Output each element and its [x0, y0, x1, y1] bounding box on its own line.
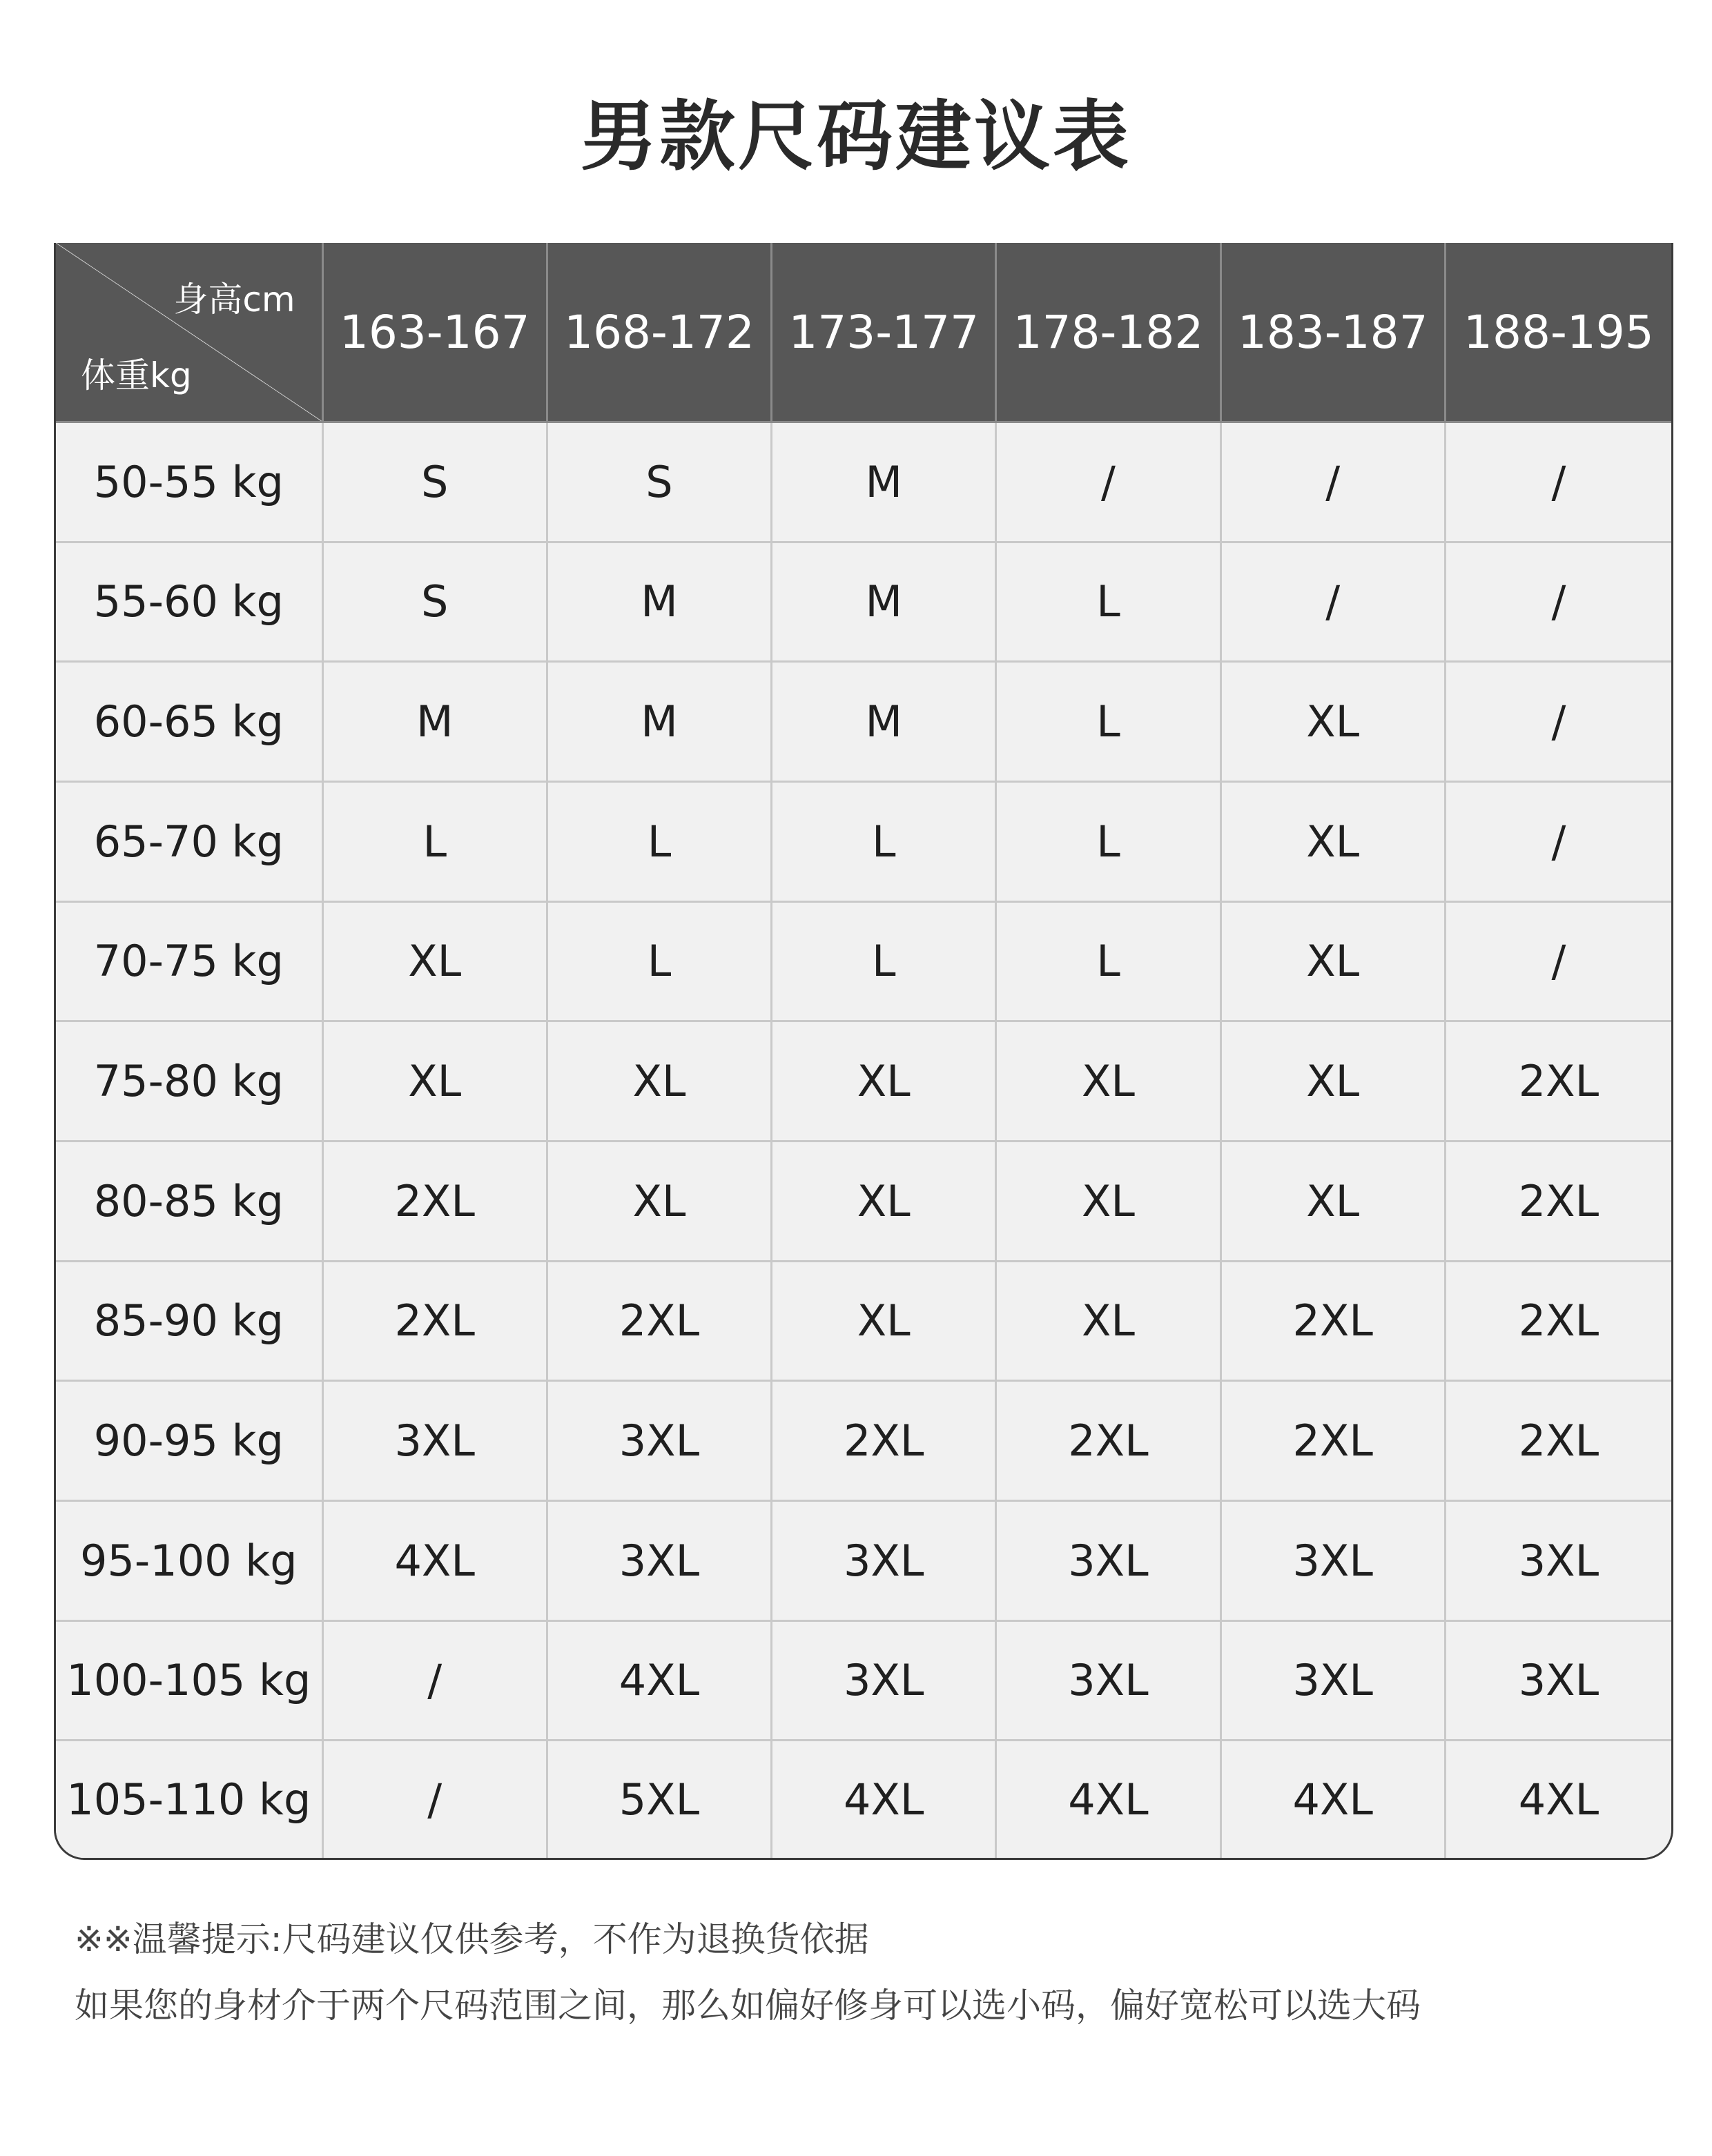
size-cell: XL [996, 1261, 1220, 1381]
size-cell: 4XL [1445, 1741, 1671, 1858]
size-cell: / [322, 1741, 547, 1858]
size-cell: 2XL [322, 1261, 547, 1381]
size-cell: 5XL [547, 1741, 771, 1858]
size-cell: M [772, 662, 996, 782]
size-cell: / [1445, 542, 1671, 662]
size-cell: 3XL [996, 1500, 1220, 1620]
size-cell: XL [996, 1021, 1220, 1141]
height-axis-label: 身高cm [173, 280, 295, 320]
size-cell: S [322, 542, 547, 662]
weight-range-cell: 90-95 kg [56, 1381, 322, 1501]
table-row [56, 422, 1671, 542]
size-cell: L [996, 901, 1220, 1021]
size-cell: / [1445, 662, 1671, 782]
weight-range-cell: 95-100 kg [56, 1500, 322, 1620]
size-cell: XL [1220, 781, 1445, 901]
size-cell: / [1220, 422, 1445, 542]
page-title: 男款尺码建议表 [581, 92, 1131, 181]
size-cell: 4XL [772, 1741, 996, 1858]
size-cell: 4XL [996, 1741, 1220, 1858]
weight-range-cell: 100-105 kg [56, 1620, 322, 1741]
size-chart-table [56, 243, 1671, 1858]
size-cell: M [547, 542, 771, 662]
weight-range-cell: 85-90 kg [56, 1261, 322, 1381]
size-cell: 2XL [1445, 1261, 1671, 1381]
size-cell: 3XL [772, 1620, 996, 1741]
weight-range-cell: 70-75 kg [56, 901, 322, 1021]
size-cell: 4XL [1220, 1741, 1445, 1858]
table-row [56, 1261, 1671, 1381]
size-cell: S [322, 422, 547, 542]
table-row [56, 662, 1671, 782]
size-cell: 3XL [322, 1381, 547, 1501]
size-cell: 2XL [547, 1261, 771, 1381]
size-cell: XL [772, 1261, 996, 1381]
table-header [56, 243, 1671, 422]
size-cell: 2XL [1445, 1021, 1671, 1141]
size-table-container [54, 243, 1673, 1860]
size-cell: XL [547, 1021, 771, 1141]
height-column-header: 188-195 [1445, 243, 1671, 422]
size-cell: / [322, 1620, 547, 1741]
size-cell: L [547, 781, 771, 901]
size-cell: 4XL [547, 1620, 771, 1741]
table-row [56, 542, 1671, 662]
size-cell: M [772, 422, 996, 542]
size-cell: L [996, 781, 1220, 901]
size-cell: L [996, 542, 1220, 662]
size-cell: XL [1220, 901, 1445, 1021]
weight-axis-label: 体重kg [81, 355, 192, 395]
size-cell: XL [772, 1141, 996, 1261]
size-cell: 3XL [996, 1620, 1220, 1741]
size-cell: 3XL [1220, 1500, 1445, 1620]
size-cell: XL [996, 1141, 1220, 1261]
size-cell: XL [322, 901, 547, 1021]
table-row [56, 1021, 1671, 1141]
table-row [56, 1141, 1671, 1261]
size-cell: 3XL [1220, 1620, 1445, 1741]
height-column-header: 168-172 [547, 243, 771, 422]
size-cell: / [1445, 781, 1671, 901]
table-body [56, 422, 1671, 1859]
height-column-header: 173-177 [772, 243, 996, 422]
size-cell: / [1220, 542, 1445, 662]
weight-range-cell: 75-80 kg [56, 1021, 322, 1141]
weight-range-cell: 50-55 kg [56, 422, 322, 542]
size-cell: 2XL [772, 1381, 996, 1501]
height-column-header: 178-182 [996, 243, 1220, 422]
table-row [56, 781, 1671, 901]
size-cell: L [547, 901, 771, 1021]
size-cell: M [322, 662, 547, 782]
size-cell: 2XL [1220, 1381, 1445, 1501]
size-cell: / [996, 422, 1220, 542]
weight-range-cell: 80-85 kg [56, 1141, 322, 1261]
size-cell: M [547, 662, 771, 782]
size-cell: XL [322, 1021, 547, 1141]
size-cell: M [772, 542, 996, 662]
height-column-header: 163-167 [322, 243, 547, 422]
size-cell: L [772, 901, 996, 1021]
size-cell: 3XL [1445, 1620, 1671, 1741]
size-cell: 2XL [1445, 1381, 1671, 1501]
weight-range-cell: 65-70 kg [56, 781, 322, 901]
size-cell: 3XL [1445, 1500, 1671, 1620]
size-cell: L [322, 781, 547, 901]
height-column-header: 183-187 [1220, 243, 1445, 422]
size-cell: L [772, 781, 996, 901]
header-row [56, 243, 1671, 422]
size-cell: 2XL [322, 1141, 547, 1261]
table-row [56, 1381, 1671, 1501]
size-cell: XL [1220, 1141, 1445, 1261]
weight-range-cell: 105-110 kg [56, 1741, 322, 1858]
table-row [56, 1620, 1671, 1741]
notes-section [75, 1906, 1662, 2039]
size-cell: XL [1220, 1021, 1445, 1141]
size-cell: L [996, 662, 1220, 782]
size-cell: 2XL [996, 1381, 1220, 1501]
corner-header-cell [56, 243, 322, 422]
size-cell: / [1445, 422, 1671, 542]
size-cell: 3XL [547, 1381, 771, 1501]
weight-range-cell: 60-65 kg [56, 662, 322, 782]
fit-advice-note: 如果您的身材介于两个尺码范围之间，那么如偏好修身可以选小码，偏好宽松可以选大码 [75, 1986, 1421, 2026]
size-cell: 2XL [1220, 1261, 1445, 1381]
size-cell: 4XL [322, 1500, 547, 1620]
size-cell: XL [1220, 662, 1445, 782]
weight-range-cell: 55-60 kg [56, 542, 322, 662]
table-row [56, 1500, 1671, 1620]
size-cell: / [1445, 901, 1671, 1021]
table-row [56, 901, 1671, 1021]
size-cell: 3XL [547, 1500, 771, 1620]
table-row [56, 1741, 1671, 1858]
size-cell: S [547, 422, 771, 542]
size-cell: XL [772, 1021, 996, 1141]
size-cell: 3XL [772, 1500, 996, 1620]
tip-note: ※※温馨提示:尺码建议仅供参考，不作为退换货依据 [75, 1919, 869, 1959]
size-cell: XL [547, 1141, 771, 1261]
size-cell: 2XL [1445, 1141, 1671, 1261]
